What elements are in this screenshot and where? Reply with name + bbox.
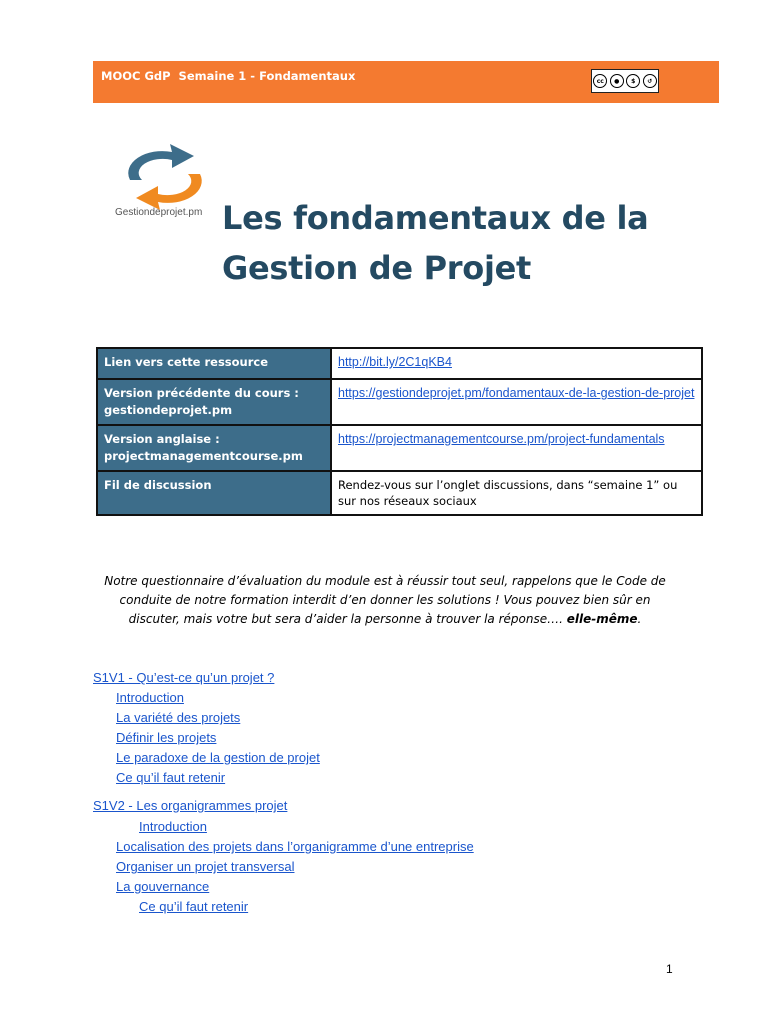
row-label: Lien vers cette ressource [97,348,331,379]
previous-version-link[interactable]: https://gestiondeprojet.pm/fondamentaux-de-la-gestion-de-projet [338,386,695,400]
table-row [97,348,702,379]
title-line-1: Les fondamentaux de la [222,199,649,237]
resource-link[interactable]: http://bit.ly/2C1qKB4 [338,355,452,369]
row-value [331,379,702,425]
row-label: Version précédente du cours : gestiondeprojet.pm [97,379,331,425]
row-label: Version anglaise : projectmanagementcourse.pm [97,425,331,471]
toc-item[interactable]: La gouvernance [116,879,210,894]
row-label: Fil de discussion [97,471,331,515]
notice-end: . [637,612,642,626]
toc-item[interactable]: La variété des projets [116,710,241,725]
noncommercial-icon: $ [626,74,640,88]
toc-item[interactable]: Ce qu’il faut retenir [139,899,249,914]
row-value [331,425,702,471]
table-row [97,379,702,425]
toc-item[interactable]: Ce qu’il faut retenir [116,770,226,785]
evaluation-notice [98,572,672,629]
toc-item[interactable]: Localisation des projets dans l’organigramme d’une entreprise [116,839,474,854]
header-bar [93,61,719,103]
toc-item[interactable]: Introduction [139,819,207,834]
notice-emphasis: elle-même [566,612,638,626]
title-line-2: Gestion de Projet [222,249,532,287]
english-version-link[interactable]: https://projectmanagementcourse.pm/project-fundamentals [338,432,665,446]
toc-item[interactable]: Définir les projets [116,730,217,745]
table-row [97,471,702,515]
document-title [222,193,722,293]
attribution-icon: ● [610,74,624,88]
sharealike-icon: ↺ [643,74,657,88]
toc-item[interactable]: Organiser un projet transversal [116,859,295,874]
resource-info-table [96,347,703,516]
page-number: 1 [666,962,673,976]
toc-item[interactable]: Le paradoxe de la gestion de projet [116,750,320,765]
toc-section-s1v1[interactable]: S1V1 - Qu’est-ce qu’un projet ? [93,670,275,685]
header-title: MOOC GdP Semaine 1 - Fondamentaux [101,69,356,83]
cc-icon: cc [593,74,607,88]
table-row [97,425,702,471]
row-value [331,348,702,379]
toc-section-s1v2[interactable]: S1V2 - Les organigrammes projet [93,798,288,813]
cc-license-badge [591,69,659,93]
toc-item[interactable]: Introduction [116,690,184,705]
row-value: Rendez-vous sur l’onglet discussions, dans “semaine 1” ou sur nos réseaux sociaux [331,471,702,515]
notice-text: Notre questionnaire d’évaluation du module est à réussir tout seul, rappelons que le Code de conduite de notre formation interdit d’en donner les solutions ! Vous pouvez bien sûr en discuter, mais votre but sera d’aider la personne à trouver la réponse…. [104,574,666,626]
logo-caption: Gestiondeprojet.pm [115,207,203,218]
